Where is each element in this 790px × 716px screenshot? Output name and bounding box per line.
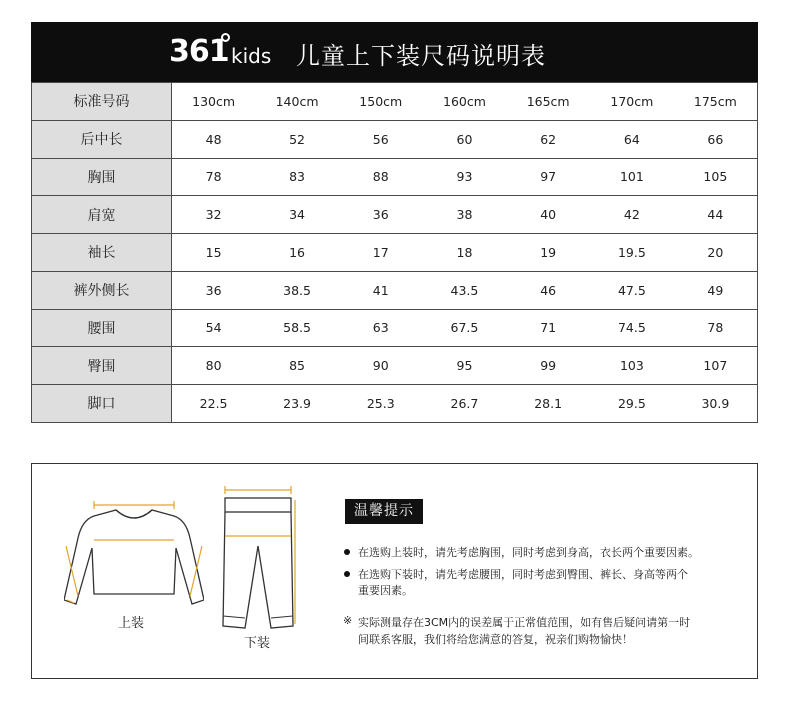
table-row <box>32 347 758 385</box>
size-column-header: 140cm <box>255 83 339 121</box>
table-cell: 67.5 <box>423 309 507 347</box>
note-asterisk-icon: ※ <box>343 614 353 627</box>
table-cell: 52 <box>255 120 339 158</box>
table-cell: 64 <box>590 120 674 158</box>
table-cell: 49 <box>674 271 758 309</box>
size-header-label: 标准号码 <box>32 83 172 121</box>
tip-bottom-garment-line1: 在选购下装时，请先考虑腰围，同时考虑到臀围、裤长、身高等两个 <box>358 568 688 581</box>
table-cell: 40 <box>506 196 590 234</box>
table-cell: 29.5 <box>590 385 674 423</box>
table-cell: 71 <box>506 309 590 347</box>
table-cell: 101 <box>590 158 674 196</box>
row-label: 脚口 <box>32 385 172 423</box>
logo-number: 361 <box>169 34 229 69</box>
size-table <box>31 82 758 423</box>
row-label: 腰围 <box>32 309 172 347</box>
row-label: 后中长 <box>32 120 172 158</box>
tips-panel <box>31 463 758 679</box>
table-row <box>32 309 758 347</box>
table-row <box>32 385 758 423</box>
table-cell: 88 <box>339 158 423 196</box>
table-row <box>32 271 758 309</box>
pants-icon <box>215 486 305 636</box>
row-label: 肩宽 <box>32 196 172 234</box>
table-row <box>32 158 758 196</box>
table-cell: 83 <box>255 158 339 196</box>
tips-badge: 温馨提示 <box>345 499 423 524</box>
table-cell: 32 <box>172 196 256 234</box>
size-column-header: 150cm <box>339 83 423 121</box>
table-cell: 30.9 <box>674 385 758 423</box>
size-column-header: 130cm <box>172 83 256 121</box>
table-cell: 97 <box>506 158 590 196</box>
table-cell: 99 <box>506 347 590 385</box>
table-cell: 85 <box>255 347 339 385</box>
row-label: 袖长 <box>32 234 172 272</box>
table-cell: 93 <box>423 158 507 196</box>
table-cell: 20 <box>674 234 758 272</box>
table-cell: 107 <box>674 347 758 385</box>
page-title: 儿童上下装尺码说明表 <box>296 42 546 70</box>
bullet-icon <box>344 549 350 555</box>
table-cell: 60 <box>423 120 507 158</box>
table-cell: 42 <box>590 196 674 234</box>
table-cell: 36 <box>172 271 256 309</box>
table-cell: 58.5 <box>255 309 339 347</box>
table-row <box>32 120 758 158</box>
logo-kids: kids <box>231 44 272 68</box>
table-cell: 43.5 <box>423 271 507 309</box>
table-cell: 38 <box>423 196 507 234</box>
table-cell: 41 <box>339 271 423 309</box>
table-cell: 48 <box>172 120 256 158</box>
size-column-header: 175cm <box>674 83 758 121</box>
table-cell: 16 <box>255 234 339 272</box>
table-cell: 80 <box>172 347 256 385</box>
table-cell: 54 <box>172 309 256 347</box>
table-cell: 66 <box>674 120 758 158</box>
logo-degree-mark <box>221 33 230 42</box>
table-cell: 78 <box>172 158 256 196</box>
table-row <box>32 234 758 272</box>
table-cell: 28.1 <box>506 385 590 423</box>
table-cell: 78 <box>674 309 758 347</box>
table-cell: 18 <box>423 234 507 272</box>
page-header <box>31 22 758 82</box>
size-header-row <box>32 83 758 121</box>
table-cell: 74.5 <box>590 309 674 347</box>
table-cell: 105 <box>674 158 758 196</box>
table-cell: 23.9 <box>255 385 339 423</box>
table-cell: 44 <box>674 196 758 234</box>
table-row <box>32 196 758 234</box>
table-cell: 17 <box>339 234 423 272</box>
note-line2: 间联系客服，我们将给您满意的答复，祝亲们购物愉快！ <box>358 633 633 646</box>
table-cell: 63 <box>339 309 423 347</box>
table-cell: 46 <box>506 271 590 309</box>
table-cell: 62 <box>506 120 590 158</box>
table-cell: 19.5 <box>590 234 674 272</box>
pants-label: 下装 <box>244 636 271 651</box>
bullet-icon <box>344 571 350 577</box>
table-cell: 90 <box>339 347 423 385</box>
row-label: 胸围 <box>32 158 172 196</box>
table-cell: 25.3 <box>339 385 423 423</box>
tip-bottom-garment-line2: 重要因素。 <box>358 584 413 597</box>
size-column-header: 170cm <box>590 83 674 121</box>
tip-top-garment: 在选购上装时，请先考虑胸围，同时考虑到身高，衣长两个重要因素。 <box>358 546 699 559</box>
table-cell: 56 <box>339 120 423 158</box>
top-garment-label: 上装 <box>118 616 145 631</box>
note-line1: 实际测量存在3CM内的误差属于正常值范围，如有售后疑问请第一时 <box>358 616 691 629</box>
table-cell: 38.5 <box>255 271 339 309</box>
table-cell: 36 <box>339 196 423 234</box>
table-cell: 47.5 <box>590 271 674 309</box>
size-column-header: 165cm <box>506 83 590 121</box>
table-cell: 19 <box>506 234 590 272</box>
row-label: 裤外侧长 <box>32 271 172 309</box>
table-cell: 95 <box>423 347 507 385</box>
table-cell: 22.5 <box>172 385 256 423</box>
size-column-header: 160cm <box>423 83 507 121</box>
table-cell: 103 <box>590 347 674 385</box>
table-cell: 26.7 <box>423 385 507 423</box>
top-garment-icon <box>64 496 204 606</box>
table-cell: 34 <box>255 196 339 234</box>
row-label: 臀围 <box>32 347 172 385</box>
table-cell: 15 <box>172 234 256 272</box>
